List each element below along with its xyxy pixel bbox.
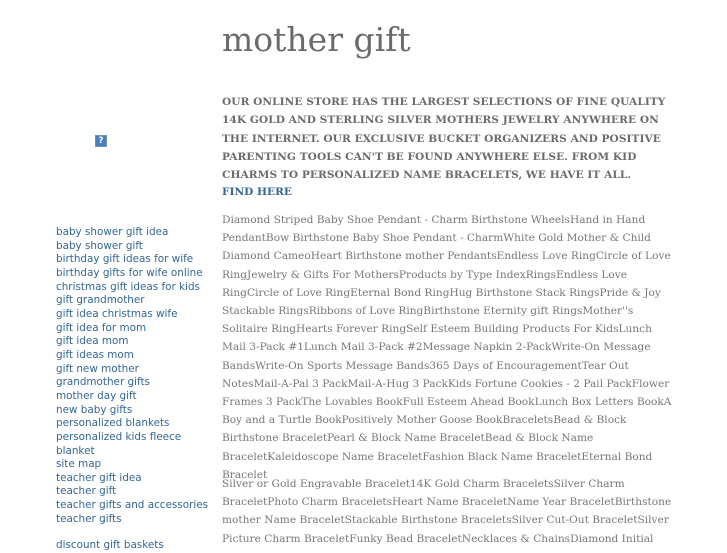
sidebar-link[interactable]: discount gift baskets <box>56 539 164 552</box>
sidebar-link[interactable]: gift grandmother <box>56 294 145 307</box>
list-item <box>56 281 221 295</box>
sidebar-link[interactable]: teacher gifts and accessories <box>56 499 209 512</box>
list-item <box>56 431 221 458</box>
sidebar-link[interactable]: personalized blankets <box>56 417 170 430</box>
list-item <box>56 349 221 363</box>
sidebar-link[interactable]: grandmother gifts <box>56 376 150 389</box>
intro-text: OUR ONLINE STORE HAS THE LARGEST SELECTIONS OF FINE QUALITY 14K GOLD AND STERLING SILVER MOTHERS JEWELRY ANYWHERE ON THE INTERNET. OUR EXCLUSIVE BUCKET ORGANIZERS AND POSITIVE PARENTING TOOLS CAN'T BE FOUND ANYWHERE ELSE. FROM KID CHARMS TO PERSONALIZED NAME BRACELETS, WE HAVE IT ALL. <box>222 96 666 182</box>
sidebar-link[interactable]: teacher gift idea <box>56 471 142 484</box>
sidebar-link[interactable]: birthday gifts for wife online <box>56 266 203 279</box>
list-item <box>56 499 221 513</box>
product-description-paragraph: Diamond Striped Baby Shoe Pendant - Charm Birthstone WheelsHand in Hand PendantBow Birthstone Baby Shoe Pendant - CharmWhite Gold Mother & Child Diamond CameoHeart Birthstone mother PendantsEndless Love RingCircle of Love RingJewelry & Gifts For MothersProducts by Type IndexRingsEndless Love RingCircle of Love RingEternal Bond RingHug Birthstone Stack RingsPride & Joy Stackable RingsRibbons of Love RingBirthstone Eternity gift RingsMother''s Solitaire RingHearts Forever RingSelf Esteem Building Products For KidsLunch Mail 3-Pack #1Lunch Mail 3-Pack #2Message Napkin 2-PackWrite-On Message BandsWrite-On Sports Message Bands365 Days of EncouragementTear Out NotesMail-A-Pal 3 PackMail-A-Hug 3 PackKids Fortune Cookies - 2 Pail PackFlower Frames 3 PackThe Lovables BookFull Esteem Ahead BookLunch Box Letters BookA Boy and a Turtle BookPositively Mother Goose BookBraceletsBead & Block Birthstone BraceletPearl & Block Name BraceletBead & Block Name BraceletKaleidoscope Name BraceletFashion Black Name BraceletEternal Bond Bracelet <box>222 214 672 481</box>
sidebar-link[interactable]: gift idea for mom <box>56 321 147 334</box>
find-here-link[interactable]: FIND HERE <box>222 186 292 198</box>
sidebar-link[interactable]: gift idea mom <box>56 335 129 348</box>
sidebar-link[interactable]: teacher gift <box>56 485 117 498</box>
sidebar-link[interactable]: personalized kids fleece blanket <box>56 430 182 457</box>
list-item <box>56 472 221 486</box>
list-item <box>56 404 221 418</box>
list-item <box>56 390 221 404</box>
sidebar-link[interactable]: gift idea christmas wife <box>56 307 178 320</box>
sidebar-link[interactable]: mother day gift <box>56 389 137 402</box>
list-item <box>56 308 221 322</box>
list-item <box>56 376 221 390</box>
sidebar-link[interactable]: site map <box>56 458 102 471</box>
list-item <box>56 226 221 240</box>
list-item <box>56 294 221 308</box>
list-item <box>56 458 221 472</box>
list-item <box>56 335 221 349</box>
broken-image-icon: ? <box>95 135 107 147</box>
sidebar-link[interactable]: christmas gift ideas for kids <box>56 280 200 293</box>
page-title: mother gift <box>222 20 411 59</box>
list-item <box>56 322 221 336</box>
list-item <box>56 539 221 553</box>
sidebar-link[interactable]: new baby gifts <box>56 403 133 416</box>
list-item <box>56 363 221 377</box>
sidebar-link[interactable]: teacher gifts <box>56 512 122 525</box>
list-item <box>56 513 221 527</box>
sidebar-link-list <box>56 226 221 553</box>
list-item <box>56 253 221 267</box>
list-item <box>56 267 221 281</box>
list-spacer <box>56 526 221 539</box>
sidebar-link[interactable]: birthday gift ideas for wife <box>56 253 194 266</box>
list-item <box>56 417 221 431</box>
sidebar-link[interactable]: gift new mother <box>56 362 139 375</box>
list-item <box>56 485 221 499</box>
product-description-paragraph: Silver or Gold Engravable Bracelet14K Gold Charm BraceletsSilver Charm BraceletPhoto Charm BraceletsHeart Name BraceletName Year BraceletBirthstone mother Name BraceletStackable Birthstone BraceletsSilver Cut-Out BraceletSilver Picture Charm BraceletFunky Bead BraceletNecklaces & ChainsDiamond Initial <box>222 478 672 545</box>
sidebar-link[interactable]: gift ideas mom <box>56 348 134 361</box>
sidebar-link[interactable]: baby shower gift idea <box>56 226 169 238</box>
list-item <box>56 240 221 254</box>
sidebar-link[interactable]: baby shower gift <box>56 239 143 252</box>
